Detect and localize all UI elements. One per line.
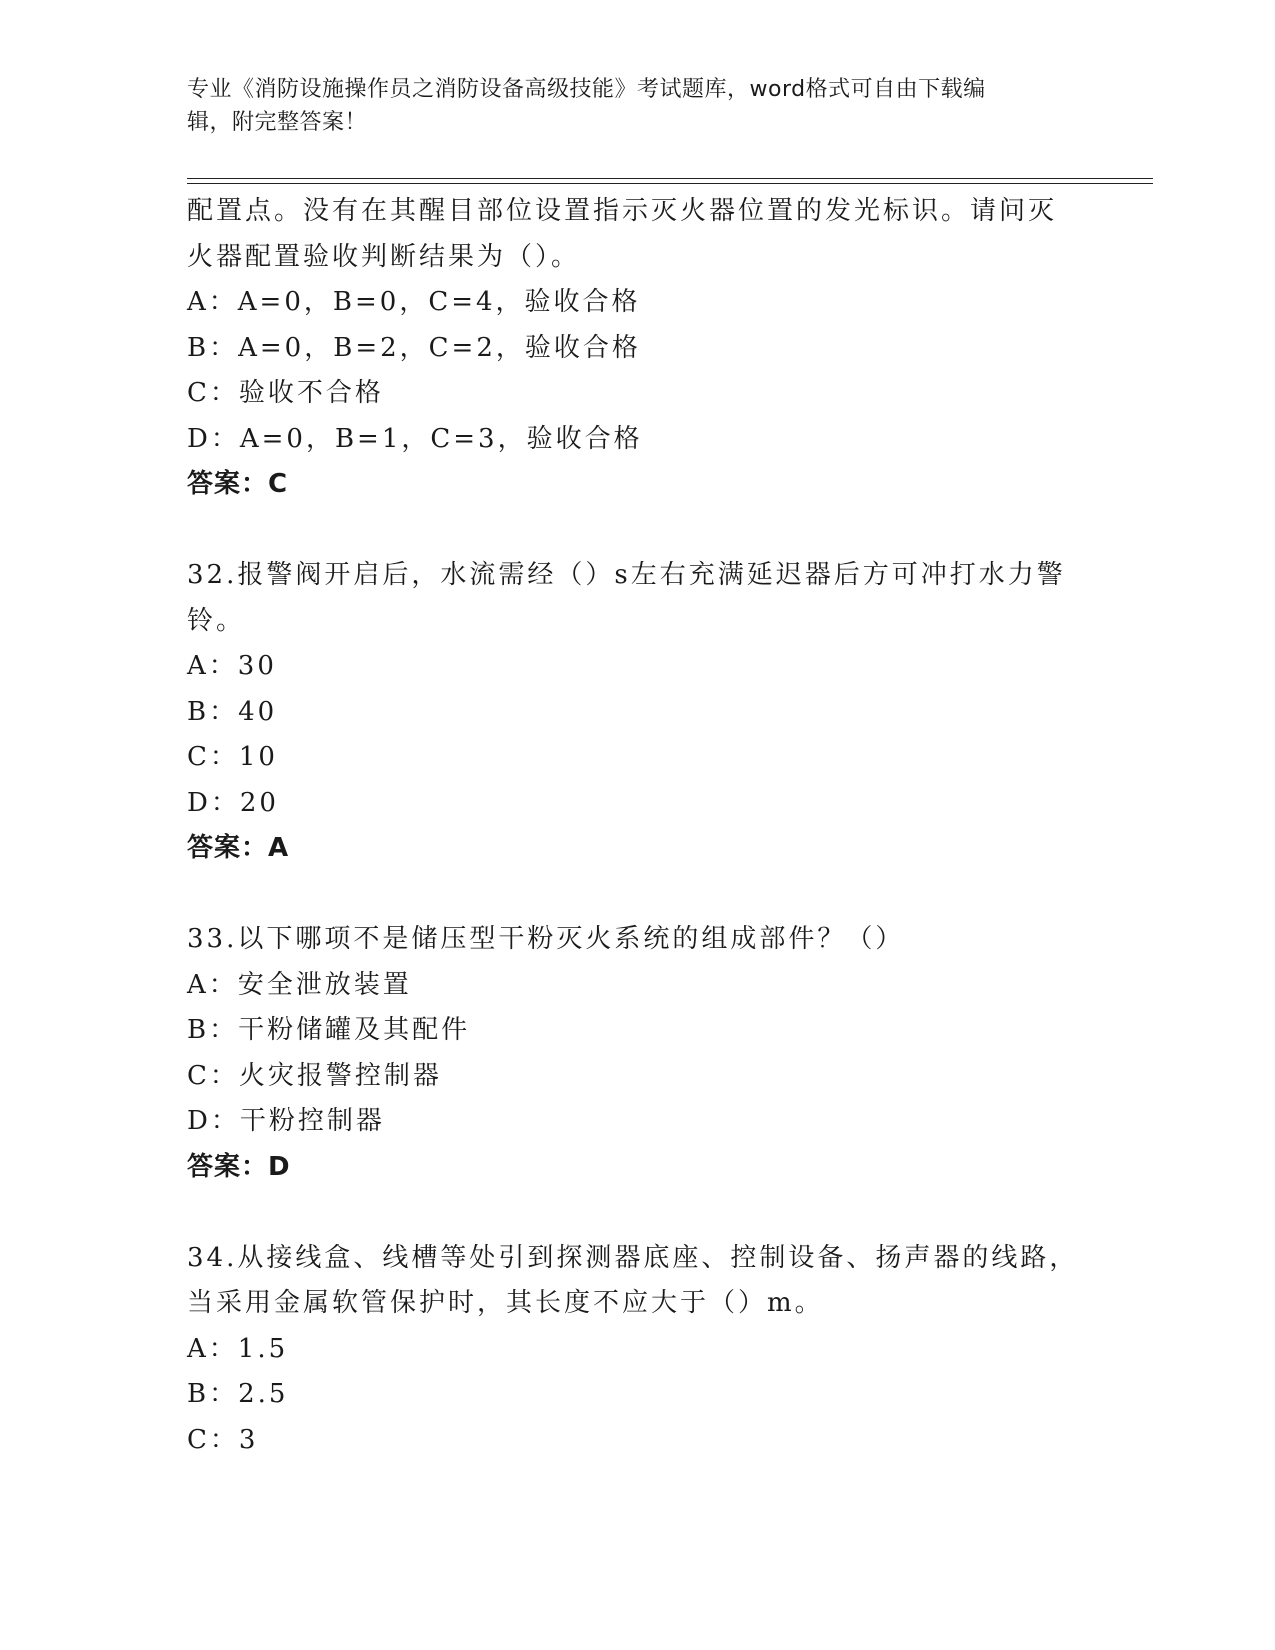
header-divider bbox=[187, 183, 1153, 184]
option-d: D：干粉控制器 bbox=[187, 1106, 385, 1136]
option-c: C：10 bbox=[187, 742, 278, 772]
question-text: 铃。 bbox=[187, 605, 246, 636]
answer: 答案：A bbox=[187, 833, 290, 863]
answer: 答案：D bbox=[187, 1151, 291, 1182]
question-text: 火器配置验收判断结果为（）。 bbox=[187, 241, 581, 272]
header-line: 专业《消防设施操作员之消防设备高级技能》考试题库，word格式可自由下载编 bbox=[187, 77, 986, 102]
question-block bbox=[187, 917, 1077, 1190]
page-header bbox=[187, 73, 1067, 139]
question-block bbox=[187, 553, 1077, 872]
option-a: A：安全泄放装置 bbox=[187, 969, 412, 1000]
option-a: A：30 bbox=[187, 651, 277, 681]
option-d: D：A=0，B=1，C=3，验收合格 bbox=[187, 423, 643, 454]
question-block bbox=[187, 189, 1077, 508]
option-c: C：3 bbox=[187, 1424, 259, 1455]
question-text: 32.报警阀开启后，水流需经（）s左右充满延迟器后方可冲打水力警 bbox=[187, 560, 1066, 590]
option-b: B：干粉储罐及其配件 bbox=[187, 1015, 471, 1045]
option-b: B：40 bbox=[187, 696, 278, 727]
header-divider bbox=[187, 178, 1153, 179]
option-c: C：验收不合格 bbox=[187, 378, 384, 408]
option-c: C：火灾报警控制器 bbox=[187, 1060, 442, 1091]
option-a: A：1.5 bbox=[187, 1333, 289, 1364]
option-d: D：20 bbox=[187, 787, 279, 818]
question-text: 33.以下哪项不是储压型干粉灭火系统的组成部件？（） bbox=[187, 924, 905, 954]
option-b: B：A=0，B=2，C=2，验收合格 bbox=[187, 332, 641, 363]
question-block bbox=[187, 1236, 1077, 1464]
option-a: A：A=0，B=0，C=4，验收合格 bbox=[187, 287, 641, 317]
question-content bbox=[187, 189, 1077, 1463]
question-text: 配置点。没有在其醒目部位设置指示灭火器位置的发光标识。请问灭 bbox=[187, 196, 1058, 226]
answer: 答案：C bbox=[187, 469, 289, 499]
option-b: B：2.5 bbox=[187, 1379, 289, 1409]
question-text: 当采用金属软管保护时，其长度不应大于（）m。 bbox=[187, 1288, 824, 1318]
question-text: 34.从接线盒、线槽等处引到探测器底座、控制设备、扬声器的线路， bbox=[187, 1242, 1079, 1273]
header-line: 辑，附完整答案！ bbox=[187, 110, 368, 135]
